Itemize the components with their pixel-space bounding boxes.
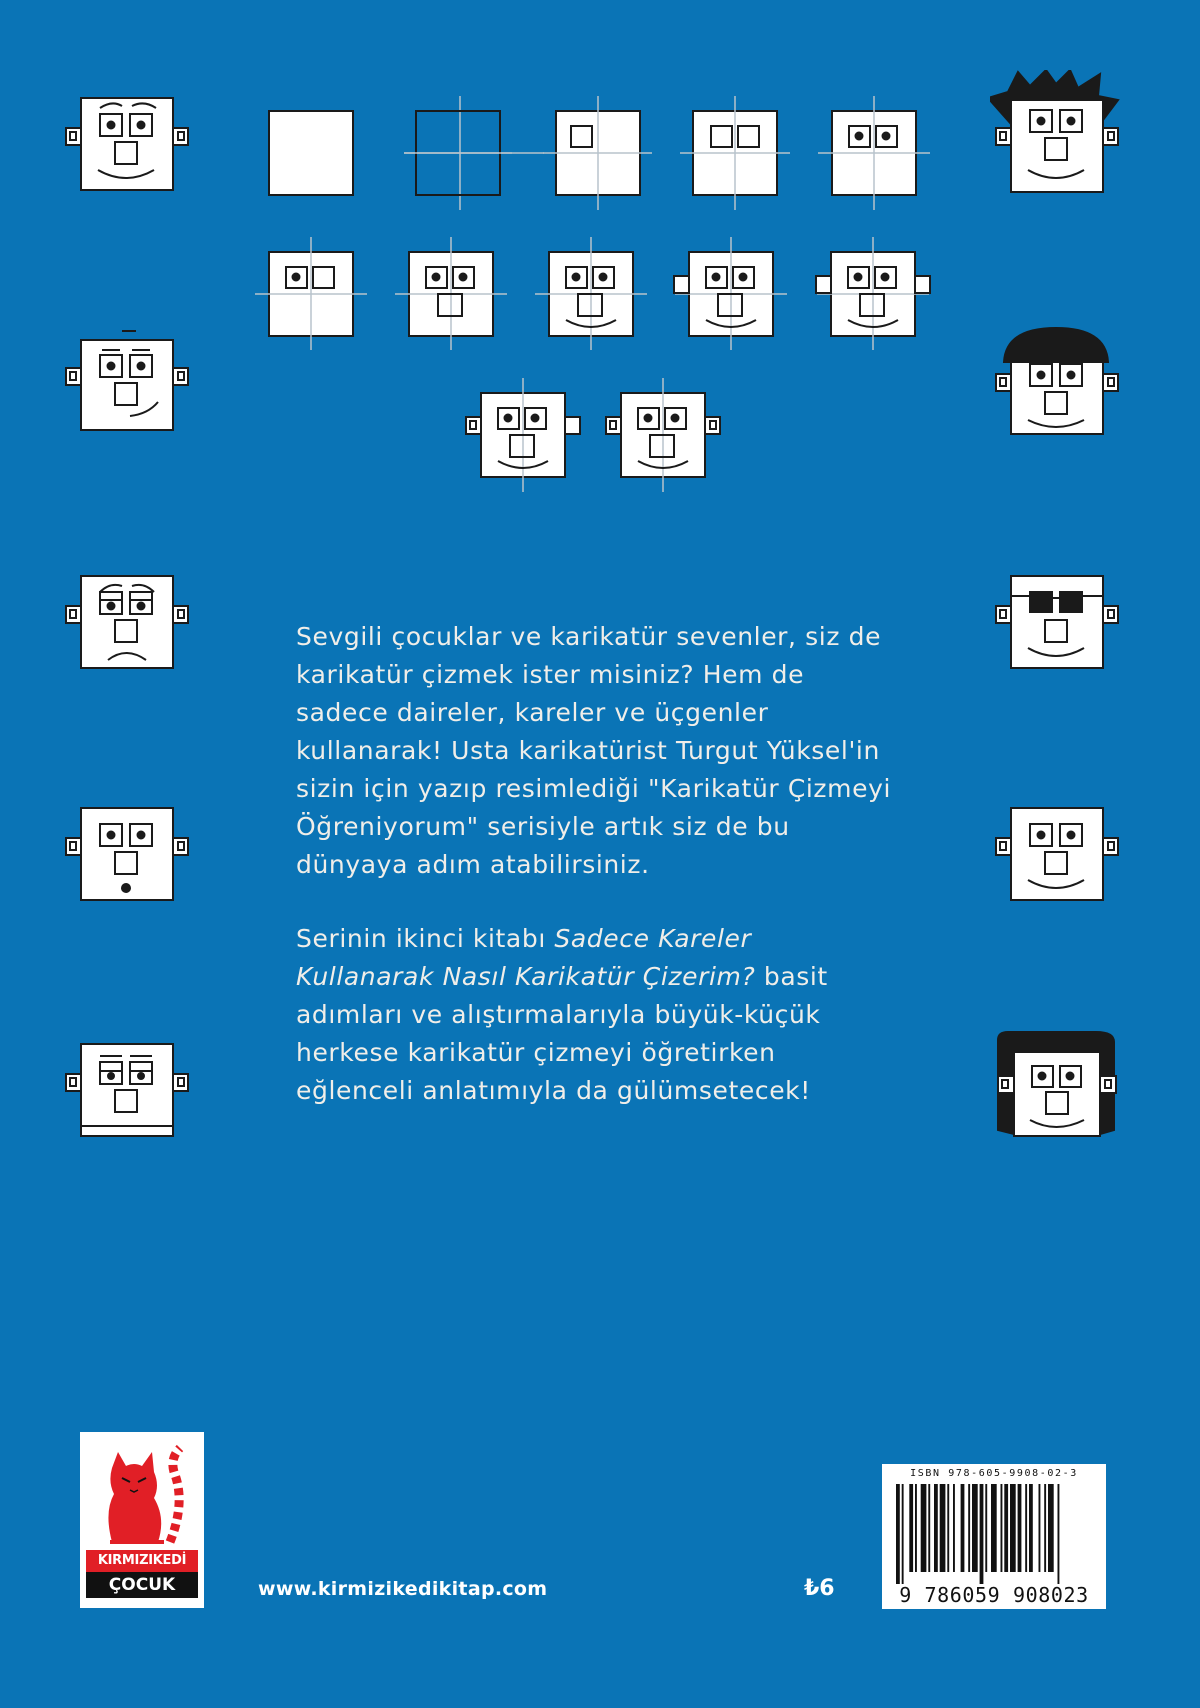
- face-sly-left: [60, 322, 200, 432]
- face-sleepy-left: [60, 1036, 200, 1146]
- isbn-number: 9 786059 908023: [899, 1583, 1089, 1607]
- barcode-bar: [928, 1484, 930, 1572]
- barcode-bars: [896, 1484, 1096, 1584]
- barcode-bar: [980, 1484, 984, 1584]
- barcode-bar: [934, 1484, 938, 1572]
- face-shocked-left: [60, 800, 200, 910]
- face-beanie-right: [990, 324, 1130, 444]
- barcode-bar: [1010, 1484, 1016, 1572]
- face-long-hair-right: [990, 1030, 1130, 1150]
- publisher-imprint-label: ÇOCUK: [86, 1572, 198, 1598]
- step-1-square: [269, 111, 353, 195]
- barcode-bar: [921, 1484, 927, 1572]
- face-sad-left: [60, 568, 200, 678]
- barcode-bar: [1001, 1484, 1003, 1572]
- step-10-both-ears: [816, 237, 930, 350]
- blurb-paragraph-2-start: Serinin ikinci kitabı: [296, 924, 555, 953]
- isbn-label: ISBN 978-605-9908-02-3: [910, 1468, 1078, 1479]
- face-surprised-left: [60, 90, 200, 200]
- step-12-finished-face: [606, 378, 720, 492]
- face-sunglasses-right: [990, 568, 1130, 678]
- barcode-bar: [1039, 1484, 1041, 1572]
- step-8-smile: [535, 237, 647, 350]
- barcode-bar: [940, 1484, 946, 1572]
- barcode-bar: [1018, 1484, 1022, 1572]
- barcode-bar: [961, 1484, 965, 1572]
- price-label: ₺6: [804, 1576, 835, 1601]
- blurb-paragraph-1: Sevgili çocuklar ve karikatür sevenler, siz de karikatür çizmek ister misiniz? Hem de sadece daireler, kareler ve üçgenler kullanarak! Usta karikatürist Turgut Yüksel'in sizin için yazıp resimlediği "Karikatür Çizmeyi Öğreniyorum" serisiyle artık siz de bu dünyaya adım atabilirsiniz.: [296, 622, 892, 879]
- barcode-bar: [1044, 1484, 1046, 1572]
- barcode-bar: [1048, 1484, 1054, 1572]
- barcode-bar: [1025, 1484, 1027, 1572]
- step-4-two-eyes: [680, 96, 790, 210]
- barcode-bar: [1029, 1484, 1033, 1572]
- barcode-bar: [991, 1484, 997, 1572]
- barcode-bar: [896, 1484, 900, 1584]
- barcode-bar: [1058, 1484, 1060, 1584]
- step-7-nose: [395, 237, 507, 350]
- barcode-bar: [909, 1484, 913, 1572]
- barcode-bar: [947, 1484, 949, 1572]
- barcode-bar: [915, 1484, 917, 1572]
- barcode-bar: [1004, 1484, 1008, 1572]
- barcode-bar: [902, 1484, 904, 1584]
- red-cat-icon: [100, 1442, 190, 1550]
- face-spiky-hair-right: [990, 70, 1130, 200]
- publisher-logo: [80, 1432, 204, 1608]
- back-cover-blurb: [296, 618, 896, 1146]
- step-9-left-ear: [674, 237, 787, 350]
- step-3-first-eye: [543, 96, 652, 210]
- step-5-pupils: [818, 96, 930, 210]
- book-title: Sadece Kareler Kullanarak Nasıl Karikatür Çizerim?: [296, 924, 756, 991]
- barcode-bar: [972, 1484, 978, 1572]
- barcode-bar: [985, 1484, 987, 1572]
- step-11-ear-detail: [466, 378, 580, 492]
- publisher-brand-label: KIRMIZIKEDİ: [86, 1550, 198, 1572]
- publisher-website: www.kirmizikedikitap.com: [258, 1578, 548, 1600]
- step-6: [255, 237, 367, 350]
- blurb-paragraph-2: [296, 920, 896, 1110]
- barcode-bar: [968, 1484, 970, 1572]
- blurb-paragraph-2-end: basit adımları ve alıştırmalarıyla büyük-küçük herkese karikatür çizmeyi öğretirken eğlenceli anlatımıyla da gülümsetecek!: [296, 962, 828, 1105]
- barcode-bar: [953, 1484, 955, 1572]
- isbn-barcode: [882, 1464, 1106, 1609]
- step-2-guides: [404, 96, 544, 210]
- face-happy-right: [990, 800, 1130, 910]
